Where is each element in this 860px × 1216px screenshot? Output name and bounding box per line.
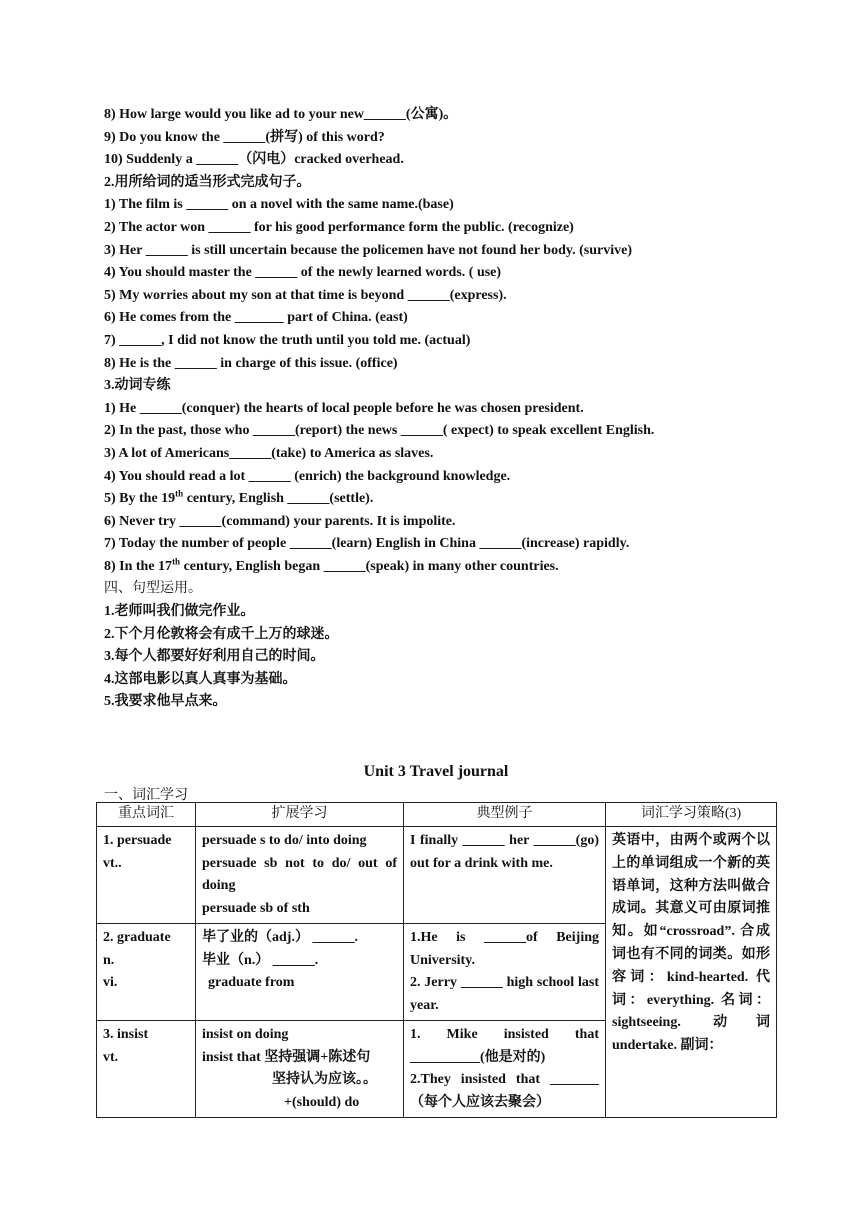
expansion-line: graduate from xyxy=(208,975,295,990)
vocab-word: 1. persuade vt.. xyxy=(97,827,196,924)
exercise-line: 7) ______, I did not know the truth until you told me. (actual) xyxy=(104,332,471,348)
translation-item: 1.老师叫我们做完作业。 xyxy=(104,604,255,620)
word-line: vi. xyxy=(103,975,118,990)
exercise-line: 8) How large would you like ad to your new______(公寓)。 xyxy=(104,107,458,122)
word-line: 2. graduate xyxy=(103,930,171,945)
expansion-line: persuade sb of sth xyxy=(202,900,310,916)
strategy-text: 英语中，由两个或两个以上的单词组成一个新的英语单词，这种方法叫做合成词。其意义可由原词推知。如“crossroad”. 合成词也有不同的词类。如形容词：kind-hearted. 代词：everything. 名词：sightseeing. 动词 undertake. 副词： xyxy=(612,833,770,1054)
translation-item: 4.这部电影以真人真事为基础。 xyxy=(104,671,297,687)
exercise-line: 6) Never try ______(command) your parents. It is impolite. xyxy=(104,513,456,529)
exercise-text: 8) In the 17 xyxy=(104,558,173,574)
section-3-title-text: 3.动词专练 xyxy=(104,378,171,394)
exercise-line: 6) He comes from the _______ part of China. (east) xyxy=(104,310,408,326)
vocab-expansion xyxy=(196,924,404,1021)
vocab-word xyxy=(97,924,196,1021)
exercise-line: 8) He is the ______ in charge of this issue. (office) xyxy=(104,355,398,371)
header-strategy: 词汇学习策略(3) xyxy=(606,803,777,827)
expansion-line: insist on doing xyxy=(202,1027,289,1042)
section-4-title: 四、句型运用。 xyxy=(104,581,202,597)
vocab-expansion xyxy=(196,1021,404,1118)
exercise-text: century, English began ______(speak) in many other countries. xyxy=(180,558,559,574)
expansion-line: persuade s to do/ into doing xyxy=(202,833,367,848)
vocab-strategy xyxy=(606,827,777,1118)
exercise-line: 3) Her ______ is still uncertain because the policemen have not found her body. (survive) xyxy=(104,242,632,258)
vocab-example xyxy=(404,924,606,1021)
header-expansion: 扩展学习 xyxy=(196,803,404,827)
exercise-line: 9) Do you know the ______(拼写) of this word? xyxy=(104,129,385,145)
table-header-row xyxy=(97,803,777,827)
exercise-text: 5) By the 19 xyxy=(104,491,176,507)
expansion-line: persuade sb not to do/ out of doing xyxy=(202,855,397,893)
exercise-line: 2) In the past, those who ______(report) the news ______( expect) to speak excellent English. xyxy=(104,423,655,439)
exercise-line: 7) Today the number of people ______(learn) English in China ______(increase) rapidly. xyxy=(104,536,630,552)
ordinal-suffix: th xyxy=(172,556,181,567)
example-line: 2. Jerry ______ high school last year. xyxy=(410,975,599,1013)
exercise-line: 5) My worries about my son at that time is beyond ______(express). xyxy=(104,287,507,303)
exercise-line: 4) You should read a lot ______ (enrich) the background knowledge. xyxy=(104,468,511,484)
translation-item: 2.下个月伦敦将会有成千上万的球迷。 xyxy=(104,626,339,642)
vocab-example: I finally ______ her ______(go) out for a drink with me. xyxy=(404,827,606,924)
translation-item: 5.我要求他早点来。 xyxy=(104,694,227,710)
expansion-line: 毕了业的（adj.） ______. xyxy=(202,930,358,945)
ordinal-suffix: th xyxy=(175,488,184,499)
header-examples: 典型例子 xyxy=(404,803,606,827)
expansion-line: 坚持认为应该。。 xyxy=(272,1072,377,1087)
exercise-line xyxy=(104,488,776,511)
expansion-line: +(should) do xyxy=(284,1094,360,1110)
vocab-table xyxy=(96,802,777,1118)
exercise-line: 1) The film is ______ on a novel with the same name.(base) xyxy=(104,197,454,213)
exercise-line: 3) A lot of Americans______(take) to America as slaves. xyxy=(104,445,434,461)
example-line: 2.They insisted that _______（每个人应该去聚会） xyxy=(410,1072,599,1110)
translation-item: 3.每个人都要好好利用自己的时间。 xyxy=(104,649,325,665)
vocab-section-title: 一、词汇学习 xyxy=(104,788,188,804)
section-3-title xyxy=(104,375,776,398)
exercise-line: 1) He ______(conquer) the hearts of local people before he was chosen president. xyxy=(104,400,584,416)
vocab-word xyxy=(97,1021,196,1118)
example-line: 1. Mike insisted that __________(他是对的) xyxy=(410,1027,599,1065)
exercise-line xyxy=(104,556,776,579)
vocab-expansion xyxy=(196,827,404,924)
word-line: vt. xyxy=(103,1049,119,1065)
table-row xyxy=(97,827,777,924)
expansion-line: 毕业（n.） ______. xyxy=(202,952,319,968)
vocab-example xyxy=(404,1021,606,1118)
example-line: 1.He is ______of Beijing University. xyxy=(410,930,599,968)
word-line: 3. insist xyxy=(103,1027,149,1042)
word-line: n. xyxy=(103,952,115,968)
header-key-words: 重点词汇 xyxy=(97,803,196,827)
exercise-line: 4) You should master the ______ of the newly learned words. ( use) xyxy=(104,265,502,281)
worksheet-page xyxy=(104,104,776,808)
expansion-line: insist that 坚持强调+陈述句 xyxy=(202,1049,371,1065)
exercise-text: century, English ______(settle). xyxy=(183,491,374,507)
exercise-line: 10) Suddenly a ______（闪电）cracked overhead. xyxy=(104,152,404,168)
section-2-title: 2.用所给词的适当形式完成句子。 xyxy=(104,174,311,190)
exercise-line: 2) The actor won ______ for his good performance form the public. (recognize) xyxy=(104,219,574,235)
unit-title: Unit 3 Travel journal xyxy=(363,763,509,781)
